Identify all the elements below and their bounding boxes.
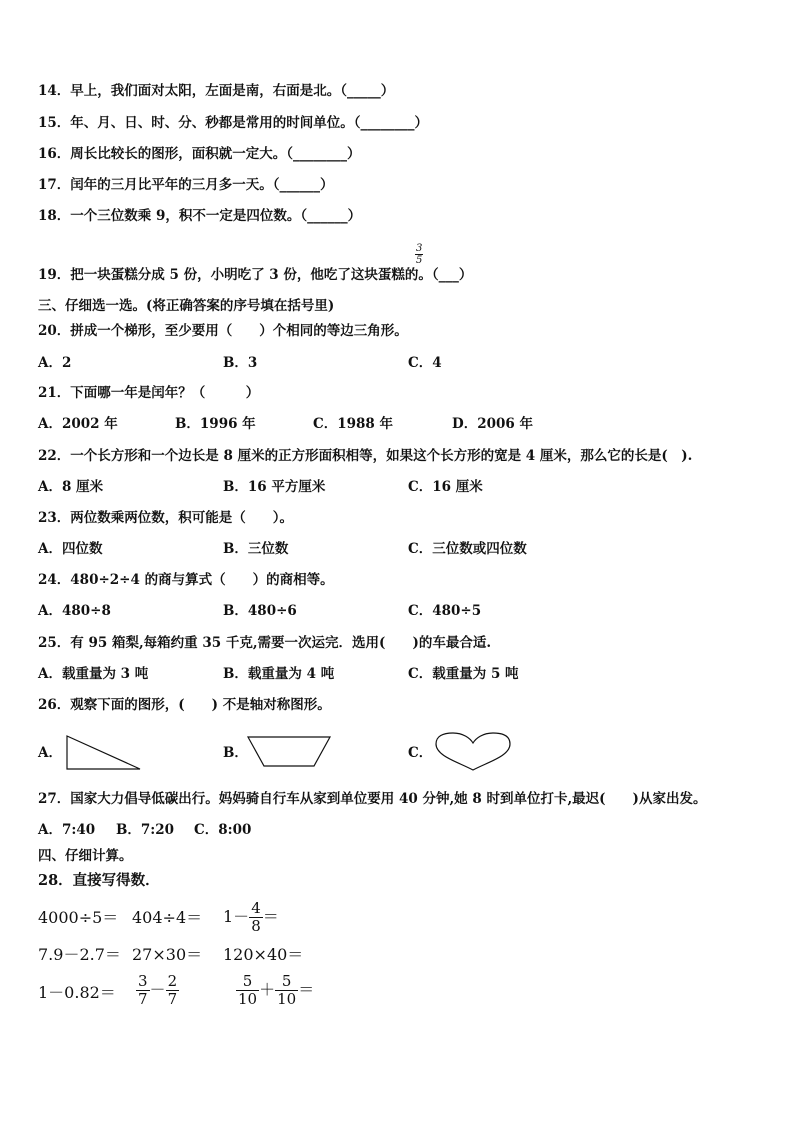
fraction-denominator: 7: [167, 990, 178, 1008]
fraction-numerator: 2: [167, 972, 178, 990]
calc-r3c1: 1－0.82＝: [38, 983, 116, 1002]
question-26-option-b[interactable]: B．: [223, 745, 248, 761]
question-20: 20．拼成一个梯形，至少要用（ ）个相同的等边三角形。: [38, 323, 408, 339]
question-23-option-a[interactable]: A．四位数: [38, 541, 103, 557]
question-21-option-d[interactable]: D．2006 年: [452, 416, 533, 432]
fraction-denominator: 8: [251, 917, 261, 935]
fraction-denominator: 10: [238, 990, 258, 1008]
fraction-denominator: 7: [138, 990, 148, 1008]
question-25-option-b[interactable]: B．载重量为 4 吨: [223, 666, 335, 682]
question-27: 27．国家大力倡导低碳出行。妈妈骑自行车从家到单位要用 40 分钟,她 8 时到单位打卡,最迟( )从家出发。: [38, 791, 707, 807]
question-27-option-b[interactable]: B．7:20: [116, 822, 175, 838]
question-19-tail: 。（___）: [418, 267, 473, 283]
section-4-heading: 四、仔细计算。: [38, 848, 133, 864]
calc-r1c3-prefix: 1－: [223, 907, 250, 926]
calc-r3c3-equals: ＝: [298, 980, 315, 999]
calc-r1c2: 404÷4＝: [132, 908, 203, 927]
fraction-denominator: 5: [416, 255, 423, 266]
section-3-heading: 三、仔细选一选。(将正确答案的序号填在括号里): [38, 298, 335, 314]
question-20-option-b[interactable]: B．3: [223, 355, 258, 371]
fraction-numerator: 4: [251, 899, 261, 917]
calc-r1c3-fraction: [249, 900, 263, 935]
calc-r2c1: 7.9－2.7＝: [38, 945, 121, 964]
calc-r1c3-equals: ＝: [262, 907, 279, 926]
question-18: 18．一个三位数乘 9，积不一定是四位数。（______）: [38, 208, 362, 224]
question-22: 22．一个长方形和一个边长是 8 厘米的正方形面积相等，如果这个长方形的宽是 4 厘米，那么它的长是( ).: [38, 448, 693, 464]
fraction-numerator: 3: [416, 243, 423, 254]
question-21-option-c[interactable]: C．1988 年: [313, 416, 394, 432]
question-23-option-b[interactable]: B．三位数: [223, 541, 289, 557]
question-26-option-a[interactable]: A．: [38, 745, 62, 761]
question-19-text: 19．把一块蛋糕分成 5 份，小明吃了 3 份，他吃了这块蛋糕的: [38, 267, 419, 283]
question-21-option-a[interactable]: A．2002 年: [38, 416, 118, 432]
question-21: 21．下面哪一年是闰年？（ ）: [38, 385, 260, 401]
question-20-option-a[interactable]: A．2: [38, 355, 72, 371]
question-24-option-b[interactable]: B．480÷6: [223, 603, 297, 619]
calc-r3c3-fraction-2: [275, 973, 298, 1008]
question-27-option-c[interactable]: C．8:00: [194, 822, 252, 838]
question-17: 17．闰年的三月比平年的三月多一天。（______）: [38, 177, 334, 193]
calc-r3c3-operator: ＋: [259, 980, 276, 999]
question-25-option-c[interactable]: C．载重量为 5 吨: [408, 666, 519, 682]
question-22-option-a[interactable]: A．8 厘米: [38, 479, 104, 495]
fraction-numerator: 5: [275, 973, 298, 991]
question-20-option-c[interactable]: C．4: [408, 355, 442, 371]
question-19-fraction: [415, 243, 423, 266]
question-15: 15．年、月、日、时、分、秒都是常用的时间单位。（________）: [38, 115, 429, 131]
question-16: 16．周长比较长的图形，面积就一定大。（________）: [38, 146, 361, 162]
calc-r3c3-fraction-1: [236, 973, 259, 1008]
calc-r3c2-fraction-1: [136, 973, 150, 1008]
right-triangle-shape: [64, 733, 144, 773]
question-25: 25．有 95 箱梨,每箱约重 35 千克,需要一次运完．选用( )的车最合适.: [38, 635, 492, 651]
question-25-option-a[interactable]: A．载重量为 3 吨: [38, 666, 149, 682]
question-22-option-b[interactable]: B．16 平方厘米: [223, 479, 326, 495]
calc-r3c2: [136, 973, 179, 1008]
question-21-option-b[interactable]: B．1996 年: [175, 416, 256, 432]
calc-r3c3: [236, 973, 314, 1008]
question-24-option-c[interactable]: C．480÷5: [408, 603, 482, 619]
fraction-numerator: 5: [236, 973, 259, 991]
heart-shape: [432, 730, 514, 774]
calc-r1c1: 4000÷5＝: [38, 908, 119, 927]
question-28-title: 28．直接写得数．: [38, 872, 160, 889]
question-22-option-c[interactable]: C．16 厘米: [408, 479, 483, 495]
calc-r3c2-operator: －: [149, 980, 166, 999]
question-24: 24．480÷2÷4 的商与算式（ ）的商相等。: [38, 572, 334, 588]
question-23-option-c[interactable]: C．三位数或四位数: [408, 541, 527, 557]
question-19: [38, 266, 472, 284]
question-14: 14．早上，我们面对太阳，左面是南，右面是北。（_____）: [38, 83, 395, 99]
question-24-option-a[interactable]: A．480÷8: [38, 603, 111, 619]
question-23: 23．两位数乘两位数，积可能是（ ）。: [38, 510, 294, 526]
calc-r1c3: [223, 900, 279, 935]
fraction-numerator: 3: [138, 972, 148, 990]
calc-r3c2-fraction-2: [166, 973, 180, 1008]
calc-r2c2: 27×30＝: [132, 945, 203, 964]
fraction-denominator: 10: [277, 990, 297, 1008]
calc-r2c3: 120×40＝: [223, 945, 304, 964]
question-26: 26．观察下面的图形，( ) 不是轴对称图形。: [38, 697, 331, 713]
trapezoid-shape: [244, 734, 334, 770]
question-27-option-a[interactable]: A．7:40: [38, 822, 96, 838]
question-26-option-c[interactable]: C．: [408, 745, 433, 761]
